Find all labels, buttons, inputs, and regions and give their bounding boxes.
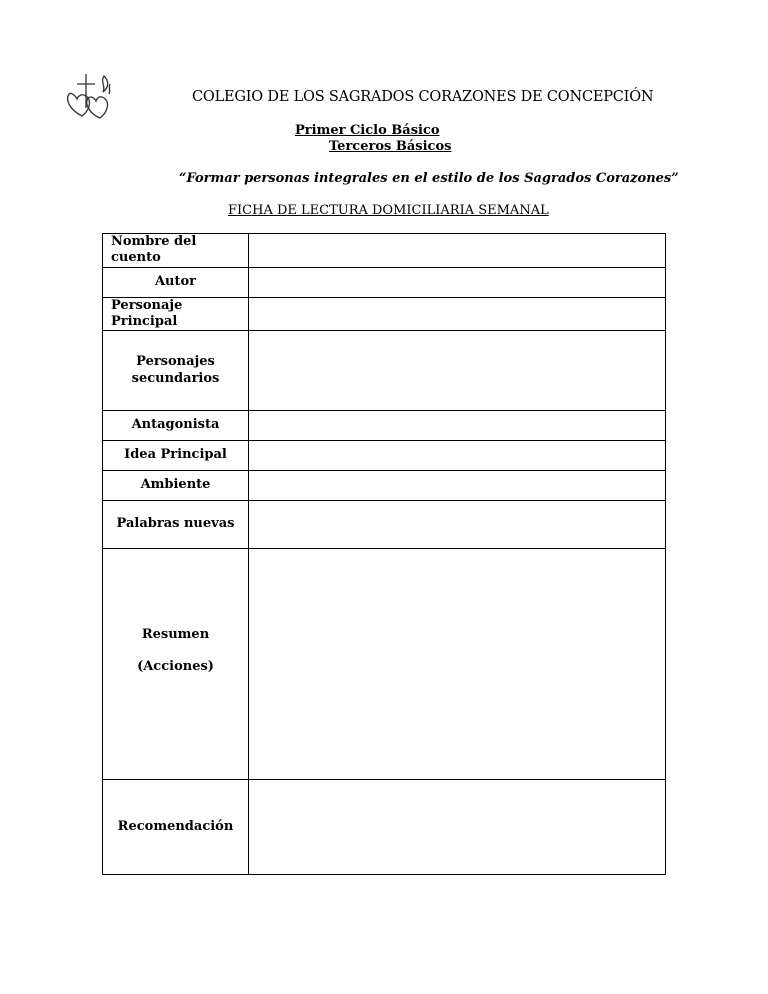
form-row-idea-principal xyxy=(103,441,666,471)
form-row-nombre xyxy=(103,234,666,268)
form-label: Resumen xyxy=(141,626,210,642)
reading-form-table xyxy=(102,233,666,875)
ambiente-field[interactable] xyxy=(249,471,666,501)
form-label: Personajes secundarios xyxy=(103,331,249,411)
form-row-personaje-principal xyxy=(103,297,666,331)
form-label: Idea Principal xyxy=(103,441,249,471)
form-label: Personaje Principal xyxy=(103,297,249,331)
form-label: Palabras nuevas xyxy=(103,501,249,549)
personaje-principal-field[interactable] xyxy=(249,297,666,331)
form-row-resumen xyxy=(103,549,666,780)
form-row-personajes-secundarios xyxy=(103,331,666,411)
form-title: FICHA DE LECTURA DOMICILIARIA SEMANAL xyxy=(228,203,549,218)
resumen-label-cell xyxy=(103,549,249,780)
idea-principal-field[interactable] xyxy=(249,441,666,471)
form-row-ambiente xyxy=(103,471,666,501)
grade-title: Terceros Básicos xyxy=(329,139,452,154)
form-label: Nombre del cuento xyxy=(103,234,249,268)
cycle-title: Primer Ciclo Básico xyxy=(295,123,440,138)
form-row-antagonista xyxy=(103,411,666,441)
resumen-field[interactable] xyxy=(249,549,666,780)
form-row-palabras-nuevas xyxy=(103,501,666,549)
autor-field[interactable] xyxy=(249,267,666,297)
palabras-nuevas-field[interactable] xyxy=(249,501,666,549)
form-row-autor xyxy=(103,267,666,297)
sacred-hearts-logo-icon xyxy=(64,68,120,128)
school-name: COLEGIO DE LOS SAGRADOS CORAZONES DE CONCEPCIÓN xyxy=(192,89,654,105)
form-label: Recomendación xyxy=(103,780,249,875)
form-sublabel: (Acciones) xyxy=(137,659,214,674)
nombre-del-cuento-field[interactable] xyxy=(249,234,666,268)
form-label: Antagonista xyxy=(103,411,249,441)
antagonista-field[interactable] xyxy=(249,411,666,441)
school-motto: “Formar personas integrales en el estilo de los Sagrados Corazones” xyxy=(179,171,679,186)
form-label: Ambiente xyxy=(103,471,249,501)
personajes-secundarios-field[interactable] xyxy=(249,331,666,411)
form-row-recomendacion xyxy=(103,780,666,875)
recomendacion-field[interactable] xyxy=(249,780,666,875)
form-label: Autor xyxy=(103,267,249,297)
